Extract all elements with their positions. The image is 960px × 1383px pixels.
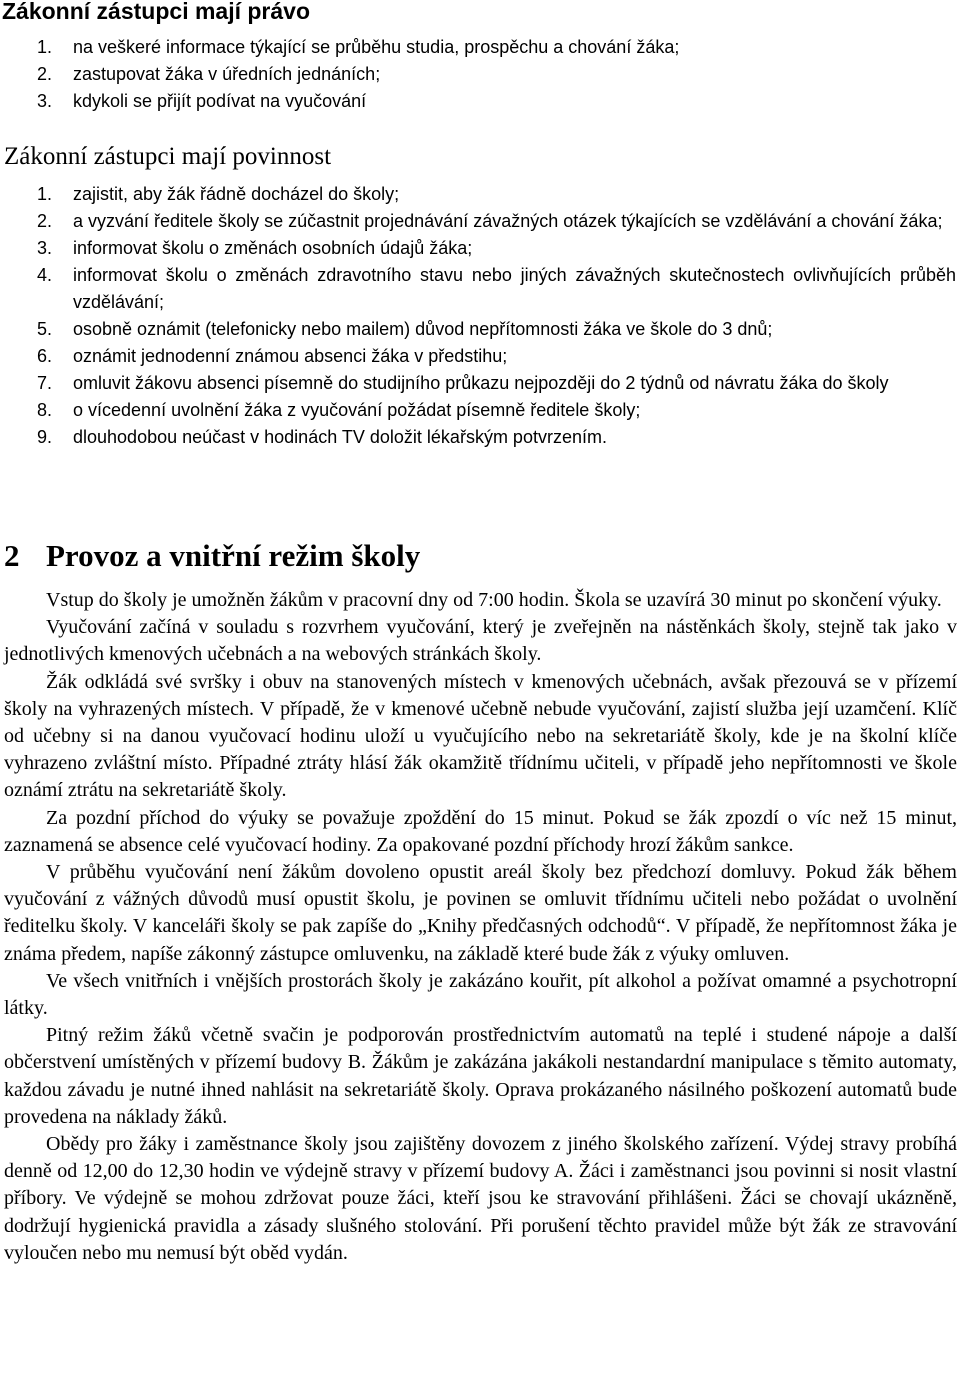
list-item	[0, 370, 956, 397]
paragraph: Vyučování začíná v souladu s rozvrhem vyučování, který je zveřejněn na nástěnkách školy, stejně tak jako v jednotlivých kmenových učebnách a na webových stránkách školy.	[4, 616, 957, 666]
list-item-text: kdykoli se přijít podívat na vyučování	[73, 91, 367, 111]
list-item-text: a vyzvání ředitele školy se zúčastnit projednávání závažných otázek týkajících se vzdělávání a chování žáka;	[73, 211, 943, 231]
rights-list	[0, 34, 940, 115]
list-marker: 3.	[37, 238, 53, 258]
section-number: 2	[4, 538, 20, 573]
list-marker: 8.	[37, 400, 53, 420]
list-marker: 3.	[37, 91, 53, 111]
list-item-text: informovat školu o změnách osobních údajů žáka;	[73, 238, 473, 258]
list-item-text: zajistit, aby žák řádně docházel do školy;	[73, 184, 400, 204]
list-item	[0, 181, 956, 208]
paragraph: Žák odkládá své svršky i obuv na stanovených místech v kmenových učebnách, avšak přezouvá se v přízemí školy na vyhrazených místech. V případě, že v kmenové učebně nebude vyučování, zajistí služba její uzamčení. Klíč od učebny si na danou vyučovací hodinu uloží u vyučujícího nebo na sekretariátě školy, kde je na školní klíče vyhrazeno zvláštní místo. Případné ztráty hlásí žák okamžitě třídnímu učiteli, v případě jeho nepřítomnosti ve škole oznámí ztrátu na sekretariátě školy.	[4, 670, 957, 802]
rights-heading: Zákonní zástupci mají právo	[2, 0, 311, 24]
list-item-text: oznámit jednodenní známou absenci žáka v předstihu;	[73, 346, 508, 366]
list-item-text: informovat školu o změnách zdravotního stavu nebo jiných závažných skutečnostech ovlivňujících průběh vzdělávání;	[73, 265, 956, 312]
list-marker: 2.	[37, 211, 53, 231]
paragraph: Vstup do školy je umožněn žákům v pracovní dny od 7:00 hodin. Škola se uzavírá 30 minut po skončení výuky.	[46, 589, 942, 611]
paragraph: Pitný režim žáků včetně svačin je podporován prostřednictvím automatů na teplé i studené nápoje a další občerstvení umístěných v přízemí budovy B. Žákům je zakázána jakákoli nestandardní manipulace s těmito automaty, každou závadu je nutné ihned nahlásit na sekretariátě školy. Oprava prokázaného násilného poškození automatů bude provedena na náklady žáků.	[4, 1024, 957, 1128]
list-item	[0, 208, 956, 235]
duties-heading: Zákonní zástupci mají povinnost	[4, 143, 332, 170]
list-item	[0, 343, 956, 370]
list-item	[0, 424, 956, 451]
list-item	[0, 397, 956, 424]
list-item	[0, 34, 940, 61]
paragraph: Za pozdní příchod do výuky se považuje zpoždění do 15 minut. Pokud se žák zpozdí o víc než 15 minut, zaznamená se absence celé vyučovací hodiny. Za opakované pozdní příchody hrozí žákům sankce.	[4, 806, 957, 856]
list-item-text: omluvit žákovu absenci písemně do studijního průkazu nejpozději do 2 týdnů od návratu žáka do školy	[73, 373, 889, 393]
section-title-text: Provoz a vnitřní režim školy	[46, 538, 421, 573]
list-item	[0, 61, 940, 88]
list-item-text: na veškeré informace týkající se průběhu studia, prospěchu a chování žáka;	[73, 37, 680, 57]
list-marker: 5.	[37, 319, 53, 339]
paragraph: V průběhu vyučování není žákům dovoleno opustit areál školy bez předchozí domluvy. Pokud žák během vyučování z vážných důvodů musí opustit školu, je povinen se omluvit třídnímu učiteli nebo požádat o uvolnění ředitelku školy. V kanceláři školy se pak zapíše do „Knihy předčasných odchodů“. V případě, že nepřítomnost žáka je známa předem, napíše zákonný zástupce omluvenku, na základě které bude žák z výuky omluven.	[4, 861, 957, 965]
section-body	[4, 587, 957, 1267]
list-item-text: osobně oznámit (telefonicky nebo mailem) důvod nepřítomnosti žáka ve škole do 3 dnů;	[73, 319, 773, 339]
list-item	[0, 316, 956, 343]
paragraph: Ve všech vnitřních i vnějších prostorách školy je zakázáno kouřit, pít alkohol a požívat omamné a psychotropní látky.	[4, 969, 957, 1020]
list-marker: 1.	[37, 37, 53, 57]
list-item	[0, 235, 956, 262]
list-item-text: zastupovat žáka v úředních jednáních;	[73, 64, 381, 84]
list-marker: 7.	[37, 373, 53, 393]
list-item-text: o vícedenní uvolnění žáka z vyučování požádat písemně ředitele školy;	[73, 400, 641, 420]
list-marker: 2.	[37, 64, 53, 84]
section-heading	[4, 535, 420, 577]
list-marker: 1.	[37, 184, 53, 204]
duties-list	[0, 181, 956, 451]
list-item	[0, 262, 956, 316]
list-marker: 9.	[37, 427, 53, 447]
paragraph: Obědy pro žáky i zaměstnance školy jsou zajištěny dovozem z jiného školského zařízení. Výdej stravy probíhá denně od 12,00 do 12,30 hodin ve výdejně stravy v přízemí budovy A. Žáci i zaměstnanci jsou povinni si nosit vlastní příbory. Ve výdejně se mohou zdržovat pouze žáci, kteří jsou ke stravování přihlášeni. Žáci se chovají ukázněně, dodržují hygienická pravidla a zásady slušného stolování. Při porušení těchto pravidel může být žák ze stravování vyloučen nebo mu nemusí být oběd vydán.	[4, 1133, 957, 1264]
list-item	[0, 88, 940, 115]
list-marker: 6.	[37, 346, 53, 366]
list-marker: 4.	[37, 265, 53, 285]
list-item-text: dlouhodobou neúčast v hodinách TV doložit lékařským potvrzením.	[73, 427, 607, 447]
